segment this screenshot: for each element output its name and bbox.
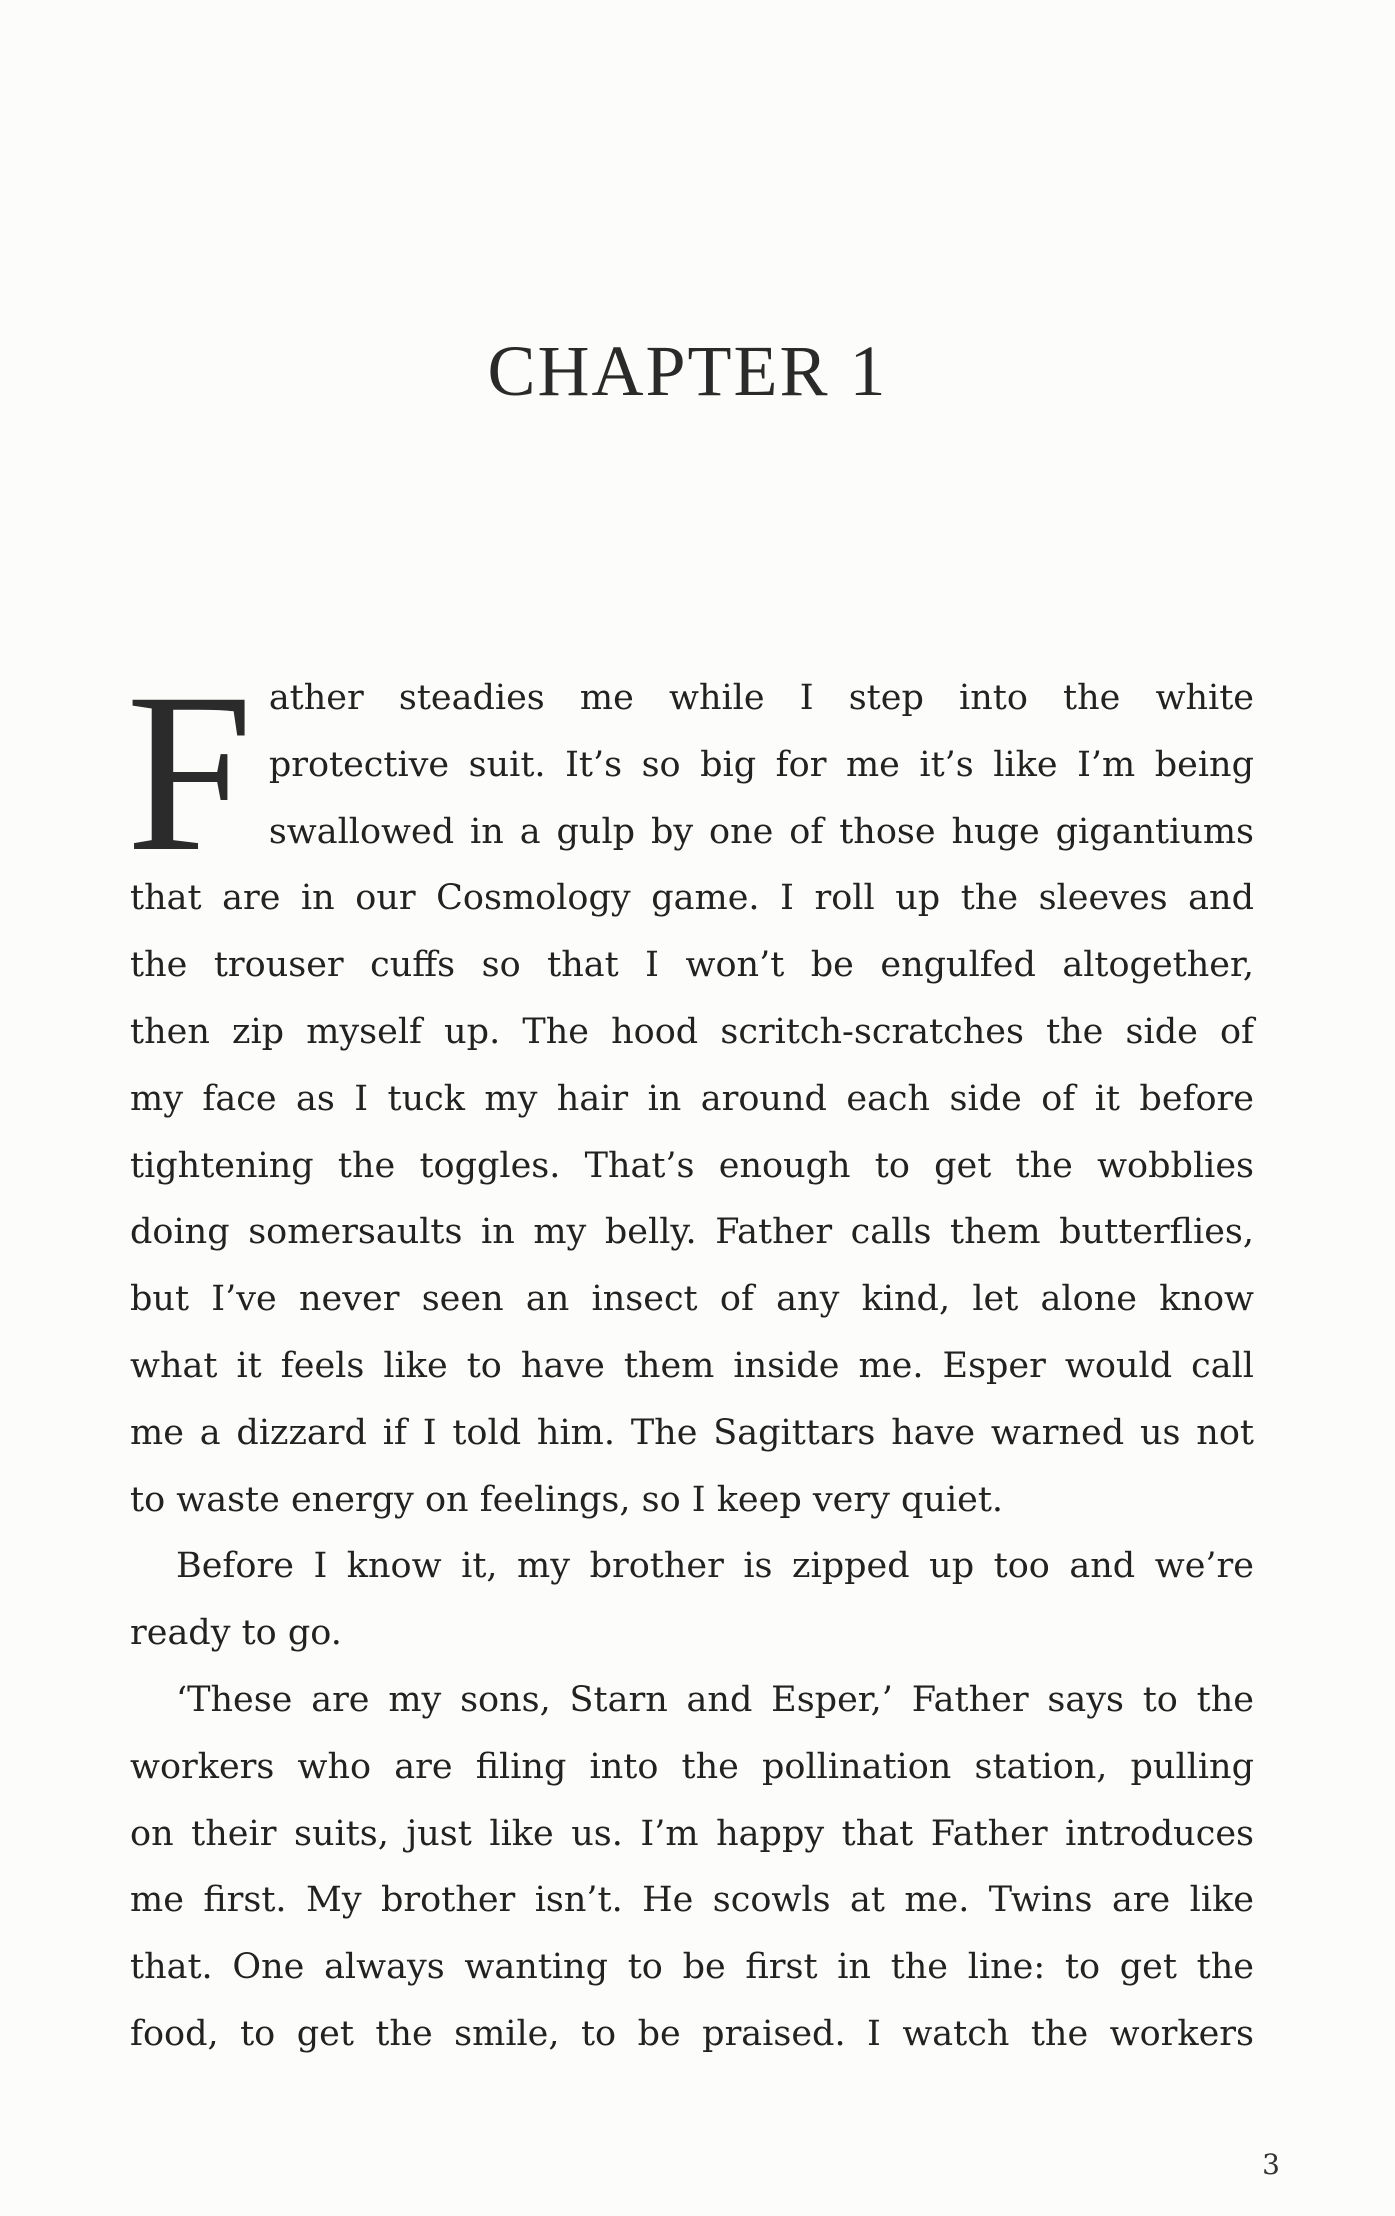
text-line: that are in our Cosmology game. I roll up the sleeves and	[130, 878, 1254, 919]
text-line: but I’ve never seen an insect of any kind, let alone know	[130, 1279, 1254, 1320]
text-line: that. One always wanting to be first in the line: to get the	[130, 1947, 1254, 1988]
text-line: me first. My brother isn’t. He scowls at me. Twins are like	[130, 1880, 1254, 1921]
text-line: workers who are filing into the pollination station, pulling	[130, 1746, 1254, 1787]
text-line: protective suit. It’s so big for me it’s like I’m being	[268, 744, 1254, 785]
text-line: on their suits, just like us. I’m happy that Father introduces	[130, 1813, 1254, 1854]
drop-cap: F	[126, 647, 253, 899]
text-line: ready to go.	[130, 1613, 342, 1654]
paragraph-3	[130, 1667, 1254, 2068]
paragraph-1	[126, 647, 1254, 1533]
text-line: to waste energy on feelings, so I keep very quiet.	[130, 1479, 1004, 1520]
text-line: me a dizzard if I told him. The Sagittars have warned us not	[130, 1412, 1254, 1453]
text-line: my face as I tuck my hair in around each side of it before	[130, 1078, 1254, 1119]
text-line: food, to get the smile, to be praised. I watch the workers	[130, 2013, 1254, 2054]
text-line: ather steadies me while I step into the white	[268, 678, 1254, 718]
body-text	[126, 647, 1254, 2068]
text-line: ‘These are my sons, Starn and Esper,’ Father says to the	[176, 1679, 1254, 1720]
text-line: swallowed in a gulp by one of those huge gigantiums	[268, 811, 1254, 852]
text-line: what it feels like to have them inside me. Esper would call	[130, 1345, 1254, 1386]
text-line: the trouser cuffs so that I won’t be engulfed altogether,	[130, 945, 1254, 986]
text-line: Before I know it, my brother is zipped up too and we’re	[176, 1546, 1254, 1587]
page-number: 3	[1262, 2148, 1280, 2181]
text-line: tightening the toggles. That’s enough to get the wobblies	[130, 1145, 1254, 1186]
text-line: then zip myself up. The hood scritch-scratches the side of	[130, 1011, 1254, 1052]
paragraph-2	[130, 1533, 1254, 1667]
chapter-heading: CHAPTER 1	[487, 331, 888, 411]
text-line: doing somersaults in my belly. Father calls them butterflies,	[130, 1212, 1254, 1253]
